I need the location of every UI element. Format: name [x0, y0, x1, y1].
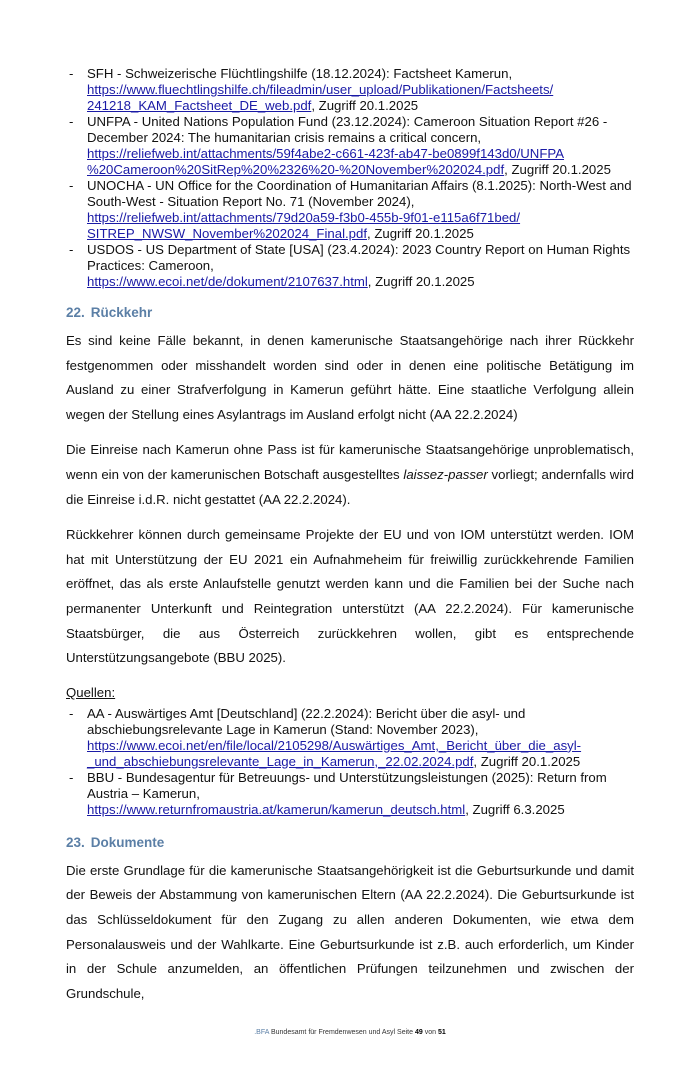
- access-date: , Zugriff 20.1.2025: [367, 274, 475, 289]
- list-dash: -: [69, 705, 74, 721]
- list-dash: -: [69, 178, 74, 193]
- sources-list-top: [66, 66, 634, 290]
- source-item: [66, 114, 634, 178]
- source-link[interactable]: https://www.returnfromaustria.at/kamerun/kamerun_deutsch.html: [87, 801, 466, 817]
- section-heading-rueckkehr: [66, 304, 634, 322]
- source-link[interactable]: 241218_KAM_Factsheet_DE_web.pdf: [87, 98, 312, 113]
- source-text: BBU - Bundesagentur für Betreuungs- und Unterstützungsleistungen (2025): Return from Austria – Kamerun,: [87, 769, 607, 801]
- text: vorliegt; andernfalls wird die Einreise i.d.R. nicht gestattet (AA 22.2.2024).: [66, 466, 634, 507]
- access-date: , Zugriff 20.1.2025: [504, 162, 611, 177]
- text: Die Einreise nach Kamerun ohne Pass ist für kamerunische Staatsangehörige unproblematisch, wenn ein von der kamerunischen Botschaft ausgestelltes: [66, 442, 634, 482]
- access-date: , Zugriff 6.3.2025: [465, 801, 565, 817]
- paragraph: Es sind keine Fälle bekannt, in denen kamerunische Staatsangehörige nach ihrer Rückkehr festgenommen oder misshandelt worden sind oder in denen eine politische Betätigung im Ausland zu einer Strafverfolgung in Kamerun geführt hätte. Eine staatliche Verfolgung allein wegen der Stellung eines Asylantrags im Ausland erfolgt nicht (AA 22.2.2024): [66, 333, 634, 422]
- source-link[interactable]: %20Cameroon%20SitRep%20%2326%20-%20November%202024.pdf: [87, 162, 505, 177]
- section-heading-dokumente: [66, 834, 634, 852]
- sources-list-rueckkehr: [66, 706, 634, 818]
- source-link[interactable]: https://reliefweb.int/attachments/79d20a59-f3b0-455b-9f01-e115a6f71bed/: [87, 210, 521, 225]
- source-text: SFH - Schweizerische Flüchtlingshilfe (18.12.2024): Factsheet Kamerun,: [87, 66, 513, 81]
- source-item: [66, 178, 634, 242]
- source-link[interactable]: https://www.ecoi.net/en/file/local/2105298/Auswärtiges_Amt,_Bericht_über_die_asyl-: [87, 737, 582, 753]
- list-dash: -: [69, 66, 74, 81]
- source-link[interactable]: SITREP_NWSW_November%202024_Final.pdf: [87, 226, 367, 241]
- page-number: 49: [414, 1029, 423, 1037]
- source-text: UNFPA - United Nations Population Fund (23.12.2024): Cameroon Situation Report #26 - December 2024: The humanitarian crisis remains a critical concern,: [87, 114, 608, 145]
- source-link[interactable]: https://www.fluechtlingshilfe.ch/fileadmin/user_upload/Publikationen/Factsheets/: [87, 82, 554, 97]
- source-item: [66, 66, 634, 114]
- access-date: , Zugriff 20.1.2025: [473, 753, 581, 769]
- source-text: UNOCHA - UN Office for the Coordination of Humanitarian Affairs (8.1.2025): North-West and South-West - Situation Report No. 71 (November 2024),: [87, 178, 632, 209]
- list-dash: -: [69, 769, 74, 785]
- italic-term: laissez-passer: [403, 466, 488, 482]
- section-title: Dokumente: [90, 834, 165, 850]
- source-link[interactable]: https://www.ecoi.net/de/dokument/2107637.html: [87, 274, 368, 289]
- section-number: 22.: [66, 305, 85, 320]
- document-page: [66, 0, 634, 1006]
- list-dash: -: [69, 114, 74, 129]
- paragraph: [66, 438, 634, 512]
- paragraph: Die erste Grundlage für die kamerunische Staatsangehörigkeit ist die Geburtsurkunde und damit der Beweis der Abstammung von kamerunischen Eltern (AA 22.2.2024). Die Geburtsurkunde ist das Schlüsseldokument für den Zugang zu allen anderen Dokumenten, wie etwa dem Personalausweis und der Wahlkarte. Eine Geburtsurkunde ist z.B. auch erforderlich, um Kinder in der Schule anzumelden, an öffentlichen Prüfungen teilzunehmen und zwischen der Grundschule,: [66, 862, 634, 1001]
- page-total: 51: [437, 1029, 446, 1037]
- source-link[interactable]: https://reliefweb.int/attachments/59f4abe2-c661-423f-ab47-be0899f143d0/UNFPA: [87, 146, 565, 161]
- footer-of-label: von: [424, 1029, 437, 1037]
- source-text: USDOS - US Department of State [USA] (23.4.2024): 2023 Country Report on Human Rights Practices: Cameroon,: [87, 242, 631, 273]
- page-footer: [0, 1028, 700, 1078]
- source-link[interactable]: _und_abschiebungsrelevante_Lage_in_Kamerun,_22.02.2024.pdf: [87, 753, 474, 769]
- list-dash: -: [69, 242, 74, 257]
- source-item: [66, 706, 634, 770]
- paragraph: Rückkehrer können durch gemeinsame Projekte der EU und von IOM unterstützt werden. IOM hat mit Unterstützung der EU 2021 ein Aufnahmeheim für freiwillig zurückkehrende Familien eröffnet, das als erste Anlaufstelle genutzt werden kann und die Familien bei der Suche nach permanenter Unterkunft und Reintegration unterstützt (AA 22.2.2024). Für kamerunische Staatsbürger, die aus Österreich zurückkehren wollen, gibt es entsprechende Unterstützungsangebote (BBU 2025).: [66, 527, 634, 666]
- footer-org: Bundesamt für Fremdenwesen und Asyl: [270, 1029, 396, 1037]
- source-item: [66, 242, 634, 290]
- access-date: , Zugriff 20.1.2025: [367, 226, 474, 241]
- footer-page-label: Seite: [397, 1029, 414, 1037]
- access-date: , Zugriff 20.1.2025: [311, 98, 419, 113]
- source-item: [66, 770, 634, 818]
- source-text: AA - Auswärtiges Amt [Deutschland] (22.2.2024): Bericht über die asyl- und abschiebungsrelevante Lage in Kamerun (Stand: November 2023),: [87, 705, 526, 737]
- section-title: Rückkehr: [90, 305, 153, 320]
- section-number: 23.: [66, 834, 85, 850]
- sources-label: Quellen:: [66, 684, 116, 700]
- bfa-logo: .BFA: [254, 1029, 270, 1037]
